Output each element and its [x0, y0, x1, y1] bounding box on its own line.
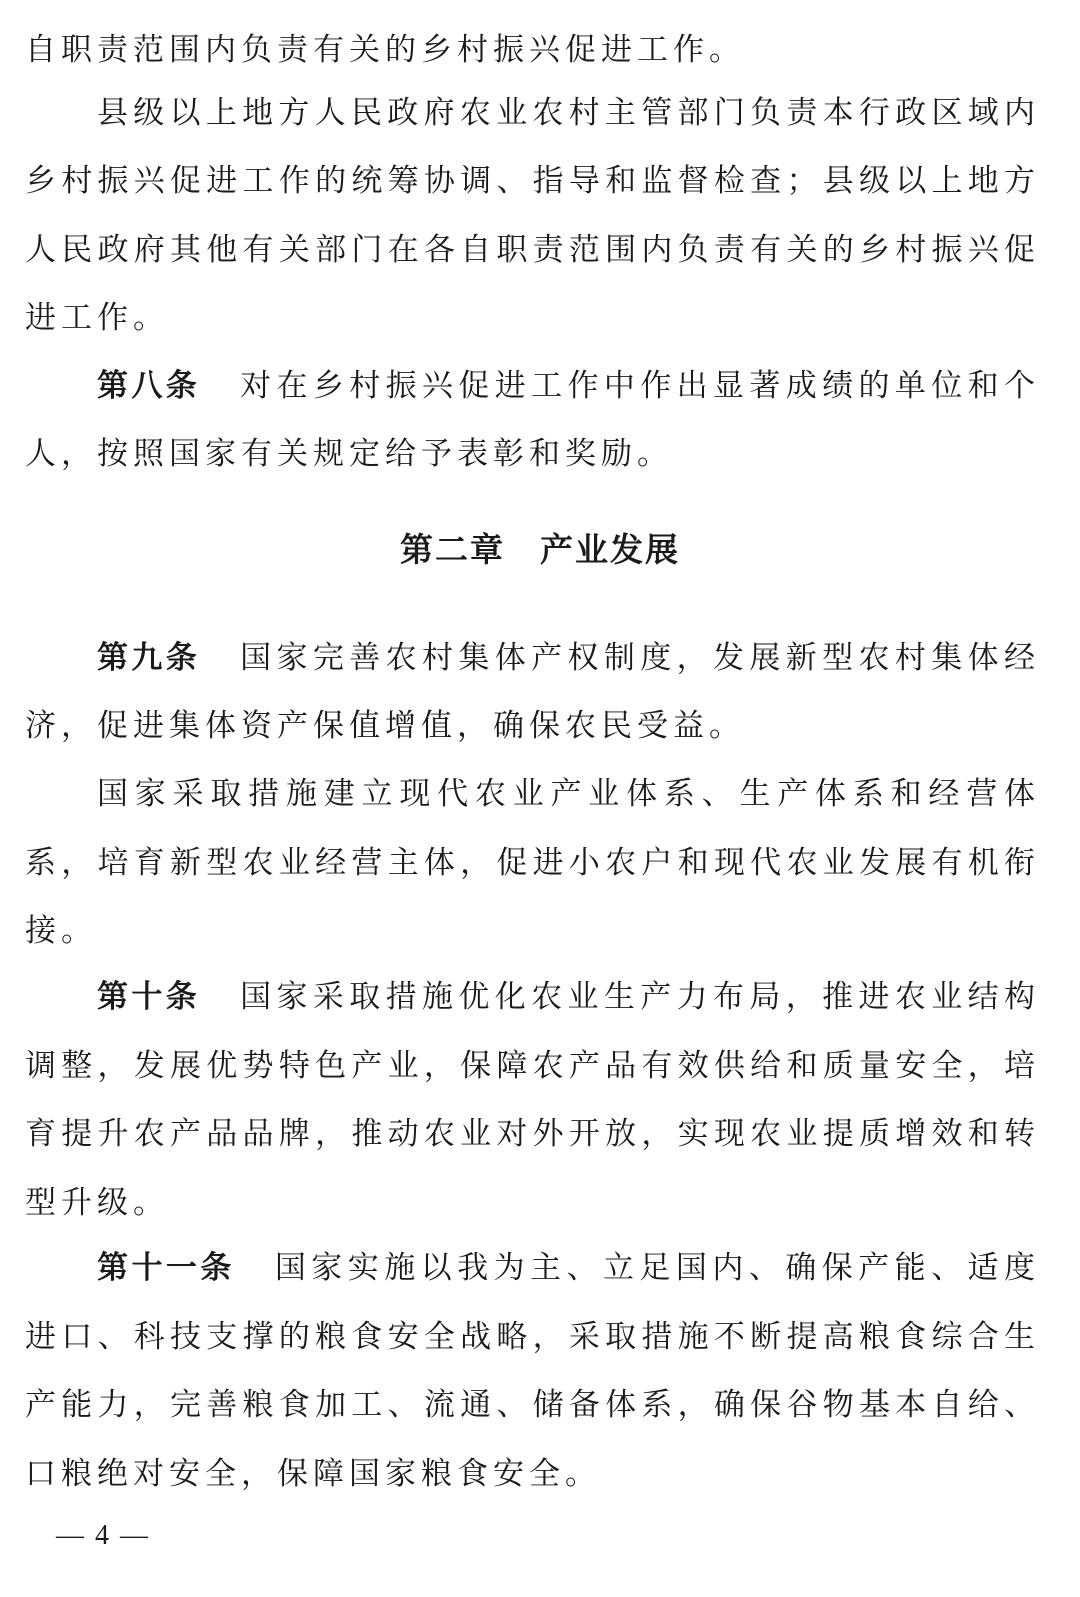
article-9-paragraph-2: [25, 760, 1040, 966]
article-9: [25, 624, 1040, 760]
article-10: [25, 963, 1040, 1237]
article-8: [25, 352, 1040, 488]
article-11: [25, 1234, 1040, 1508]
article-text: 国家完善农村集体产权制度，发展新型农村集体经济，促进集体资产保值增值，确保农民受益。: [25, 640, 1040, 744]
paragraph-continuation: [25, 16, 1040, 84]
article-number: 第九条: [97, 640, 201, 676]
paragraph-text: 自职责范围内负责有关的乡村振兴促进工作。: [25, 32, 745, 68]
page-number: — 4 —: [56, 1520, 150, 1551]
chapter-heading: 第二章 产业发展: [400, 530, 680, 569]
paragraph-county-duties: [25, 79, 1040, 352]
paragraph-text: 县级以上地方人民政府农业农村主管部门负责本行政区域内乡村振兴促进工作的统筹协调、指导和监督检查；县级以上地方人民政府其他有关部门在各自职责范围内负责有关的乡村振兴促进工作。: [25, 95, 1040, 336]
paragraph-text: 国家采取措施建立现代农业产业体系、生产体系和经营体系，培育新型农业经营主体，促进小农户和现代农业发展有机衔接。: [25, 776, 1040, 949]
article-number: 第十条: [97, 979, 201, 1015]
article-text: 国家采取措施优化农业生产力布局，推进农业结构调整，发展优势特色产业，保障农产品有效供给和质量安全，培育提升农产品品牌，推动农业对外开放，实现农业提质增效和转型升级。: [25, 979, 1040, 1221]
article-text: 对在乡村振兴促进工作中作出显著成绩的单位和个人，按照国家有关规定给予表彰和奖励。: [25, 368, 1040, 472]
article-number: 第十一条: [97, 1250, 235, 1286]
article-number: 第八条: [97, 368, 201, 404]
article-text: 国家实施以我为主、立足国内、确保产能、适度进口、科技支撑的粮食安全战略，采取措施不断提高粮食综合生产能力，完善粮食加工、流通、储备体系，确保谷物基本自给、口粮绝对安全，保障国家粮食安全。: [25, 1250, 1041, 1492]
